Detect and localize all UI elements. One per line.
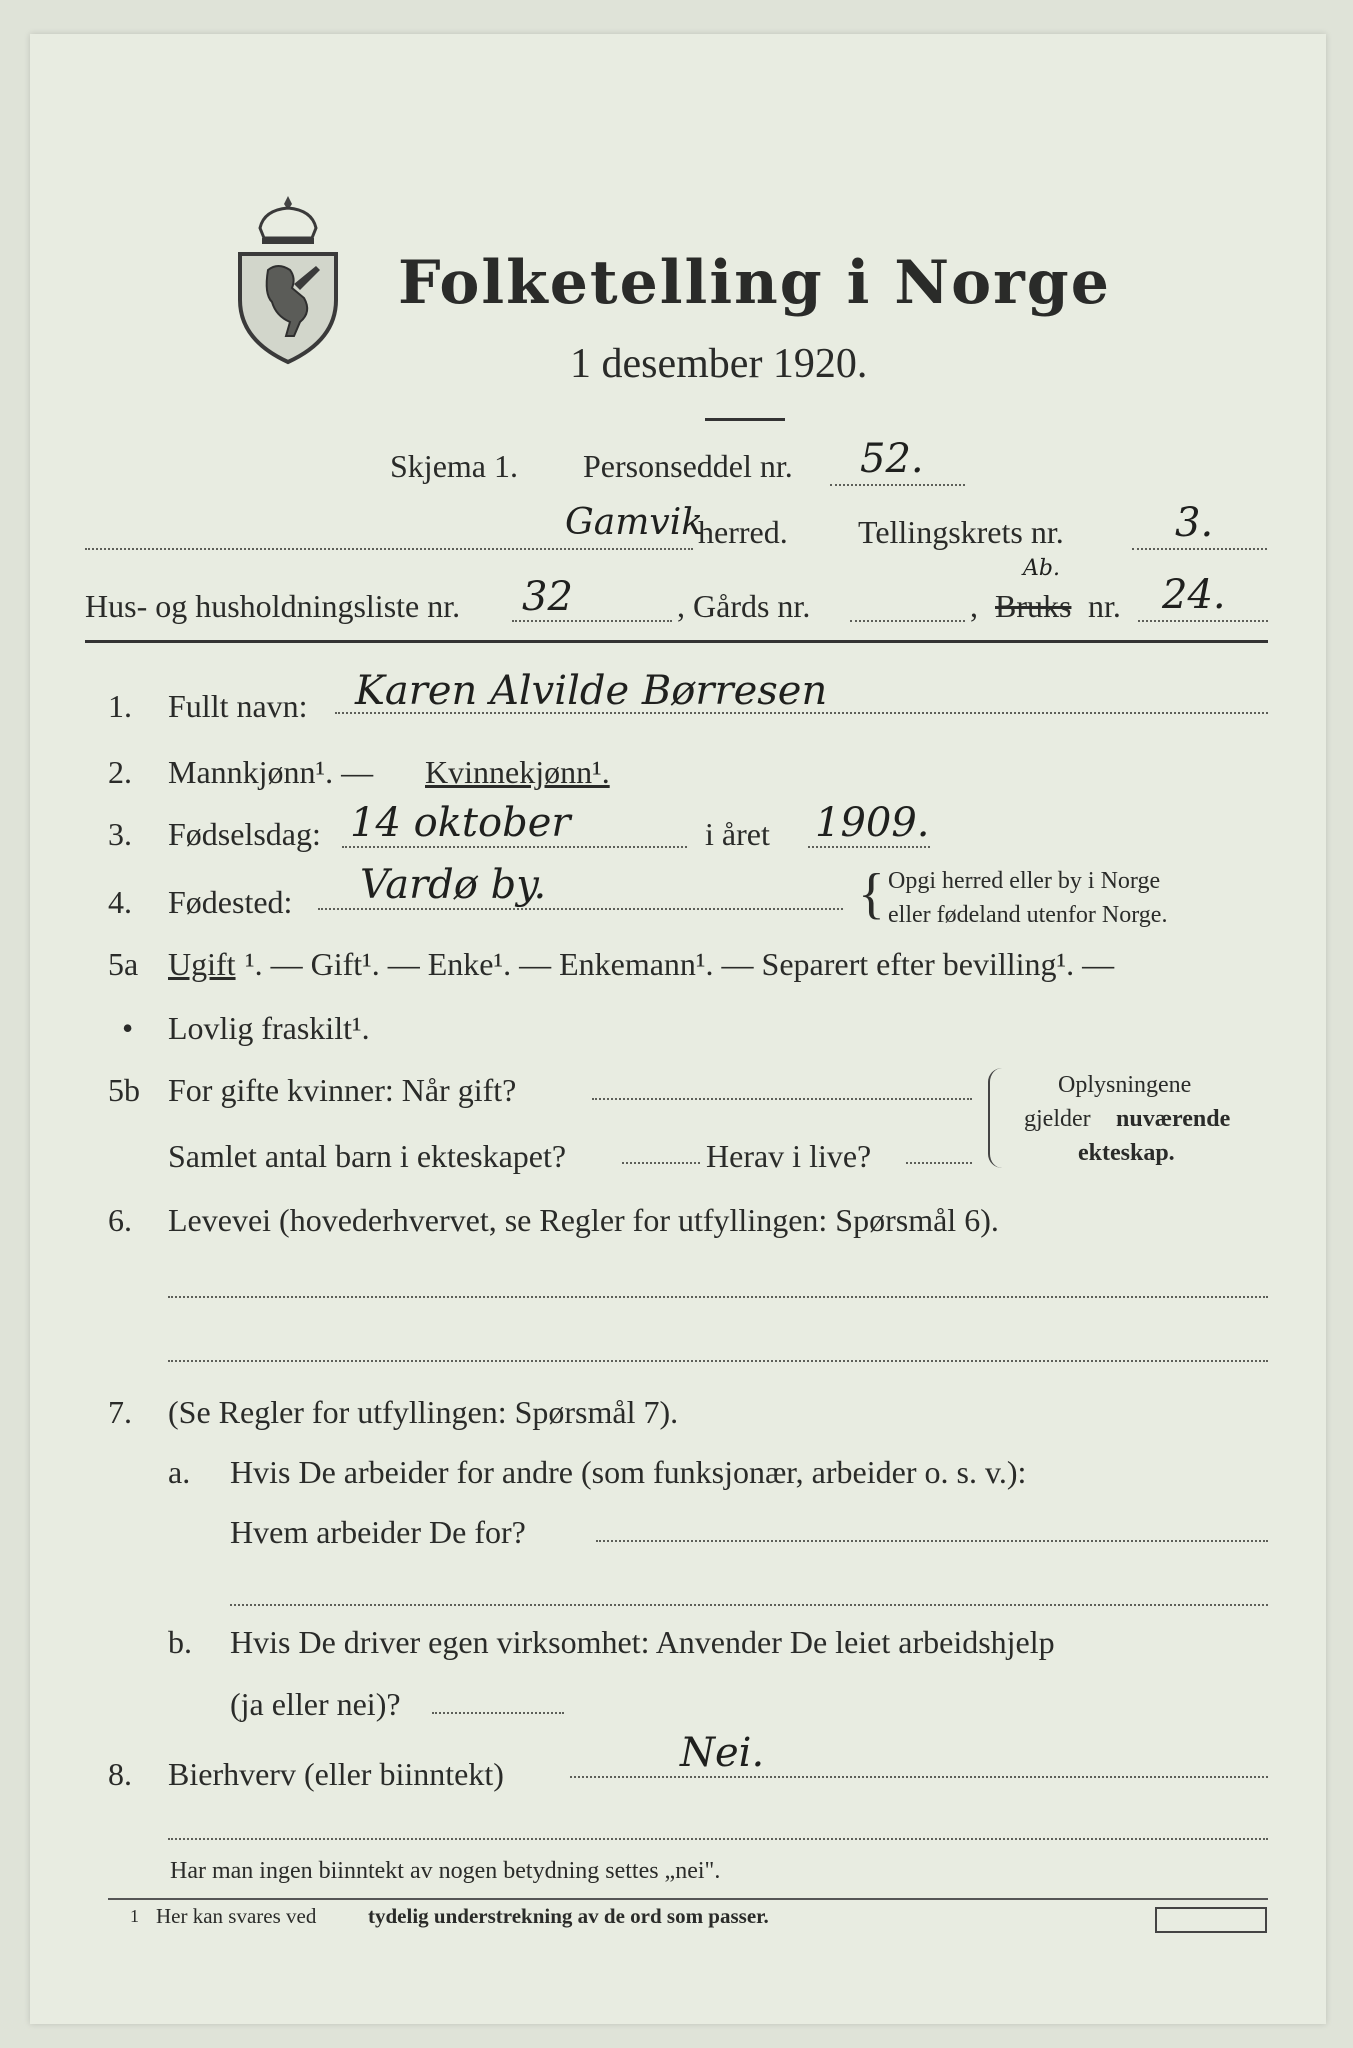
q3-label: Fødselsdag:: [168, 816, 321, 852]
q7-number: 7.: [108, 1394, 132, 1430]
q6-label: Levevei (hovederhvervet, se Regler for utfyllingen: Spørsmål 6).: [168, 1202, 999, 1238]
q1-value[interactable]: Karen Alvilde Børresen: [355, 668, 828, 714]
q5b-label: For gifte kvinner: Når gift?: [168, 1072, 517, 1108]
q5b-live-label: Herav i live?: [706, 1138, 872, 1174]
bruks-label-suffix: nr.: [1088, 588, 1121, 624]
q7a-line-1: [596, 1540, 1268, 1542]
skjema-label: Skjema 1.: [390, 448, 518, 484]
q5b-note-2a: gjelder: [1024, 1106, 1091, 1132]
q7a-line-2: [230, 1604, 1268, 1606]
header-rule: [85, 640, 1268, 643]
q4-note-1: Opgi herred eller by i Norge: [888, 868, 1161, 894]
q6-number: 6.: [108, 1202, 132, 1238]
q3-year-value[interactable]: 1909.: [815, 800, 930, 846]
q2-number: 2.: [108, 754, 132, 790]
form-date: 1 desember 1920.: [570, 341, 868, 387]
q3-year-label: i året: [705, 816, 770, 852]
q4-brace: {: [858, 863, 885, 925]
q8-line-2: [168, 1838, 1268, 1840]
footnote-number: 1: [130, 1906, 139, 1926]
footer-note: Har man ingen biinntekt av nogen betydning settes „nei".: [170, 1858, 721, 1884]
q5b-note-3: ekteskap.: [1078, 1140, 1175, 1166]
q7b-line: [432, 1712, 564, 1714]
q7a-letter: a.: [168, 1454, 191, 1490]
hus-value[interactable]: 32: [522, 574, 573, 620]
q7b-label: Hvis De driver egen virksomhet: Anvender De leiet arbeidshjelp: [230, 1624, 1055, 1660]
q5a-number: 5a: [108, 946, 139, 982]
q5a-bullet: •: [122, 1010, 134, 1046]
personseddel-value[interactable]: 52.: [860, 436, 924, 482]
q4-number: 4.: [108, 884, 132, 920]
q7-label: (Se Regler for utfyllingen: Spørsmål 7).: [168, 1394, 679, 1430]
tellingskrets-line: [1132, 548, 1267, 550]
q1-label: Fullt navn:: [168, 688, 308, 724]
q4-label: Fødested:: [168, 884, 293, 920]
q5a-line2[interactable]: Lovlig fraskilt¹.: [168, 1010, 370, 1046]
q5b-live-line: [906, 1162, 972, 1164]
personseddel-label: Personseddel nr.: [583, 448, 793, 484]
coat-of-arms-icon: [228, 188, 348, 368]
hus-label: Hus- og husholdningsliste nr.: [85, 588, 461, 624]
bruks-comma: ,: [970, 588, 978, 624]
q8-value[interactable]: Nei.: [680, 1730, 765, 1776]
gards-line: [850, 620, 965, 622]
q2-kvinne[interactable]: Kvinnekjønn¹.: [425, 754, 610, 790]
gards-label: , Gårds nr.: [677, 588, 811, 624]
q8-line-1: [570, 1776, 1268, 1778]
printer-stamp: [1155, 1907, 1267, 1933]
q8-label: Bierhverv (eller biinntekt): [168, 1756, 504, 1792]
footer-rule: [108, 1898, 1268, 1900]
herred-label: herred.: [698, 514, 788, 550]
title-divider: [705, 418, 785, 421]
q7a-label2: Hvem arbeider De for?: [230, 1514, 526, 1550]
bruks-correction: Ab.: [1023, 556, 1060, 581]
q3-value[interactable]: 14 oktober: [350, 800, 571, 846]
q5b-bracket: [988, 1068, 1004, 1168]
tellingskrets-value[interactable]: 3.: [1175, 500, 1214, 546]
tellingskrets-label: Tellingskrets nr.: [858, 514, 1064, 550]
q4-line: [318, 908, 843, 910]
q5a-options[interactable]: ¹. — Gift¹. — Enke¹. — Enkemann¹. — Separert efter bevilling¹. —: [245, 946, 1115, 982]
q7b-label2: (ja eller nei)?: [230, 1686, 401, 1722]
q6-line-2: [168, 1360, 1268, 1362]
q5b-children-line: [622, 1162, 700, 1164]
q5a-ugift[interactable]: Ugift: [168, 946, 236, 982]
footnote-text-a: Her kan svares ved: [156, 1904, 317, 1928]
q7a-label: Hvis De arbeider for andre (som funksjonær, arbeider o. s. v.):: [230, 1454, 1027, 1490]
form-title: Folketelling i Norge: [398, 248, 1111, 318]
q5b-note-2b: nuværende: [1116, 1106, 1231, 1132]
q1-number: 1.: [108, 688, 132, 724]
q8-number: 8.: [108, 1756, 132, 1792]
herred-line: [85, 548, 693, 550]
q5b-number: 5b: [108, 1072, 140, 1108]
q3-number: 3.: [108, 816, 132, 852]
bruks-label-struck: Bruks: [995, 588, 1072, 624]
herred-value[interactable]: Gamvik: [565, 502, 704, 543]
q5b-note-1: Oplysningene: [1058, 1072, 1192, 1098]
q7b-letter: b.: [168, 1624, 192, 1660]
hus-line: [512, 620, 672, 622]
q2-mann[interactable]: Mannkjønn¹. —: [168, 754, 374, 790]
q6-line-1: [168, 1296, 1268, 1298]
q5b-label2: Samlet antal barn i ekteskapet?: [168, 1138, 567, 1174]
personseddel-line: [830, 484, 965, 486]
q3-line: [342, 846, 687, 848]
q5b-married-line: [592, 1098, 972, 1100]
q3-year-line: [808, 846, 930, 848]
bruks-line: [1138, 620, 1268, 622]
q4-value[interactable]: Vardø by.: [360, 862, 547, 908]
footnote-text-b: tydelig understrekning av de ord som passer.: [368, 1904, 769, 1928]
bruks-value[interactable]: 24.: [1162, 572, 1226, 618]
q4-note-2: eller fødeland utenfor Norge.: [888, 902, 1168, 928]
